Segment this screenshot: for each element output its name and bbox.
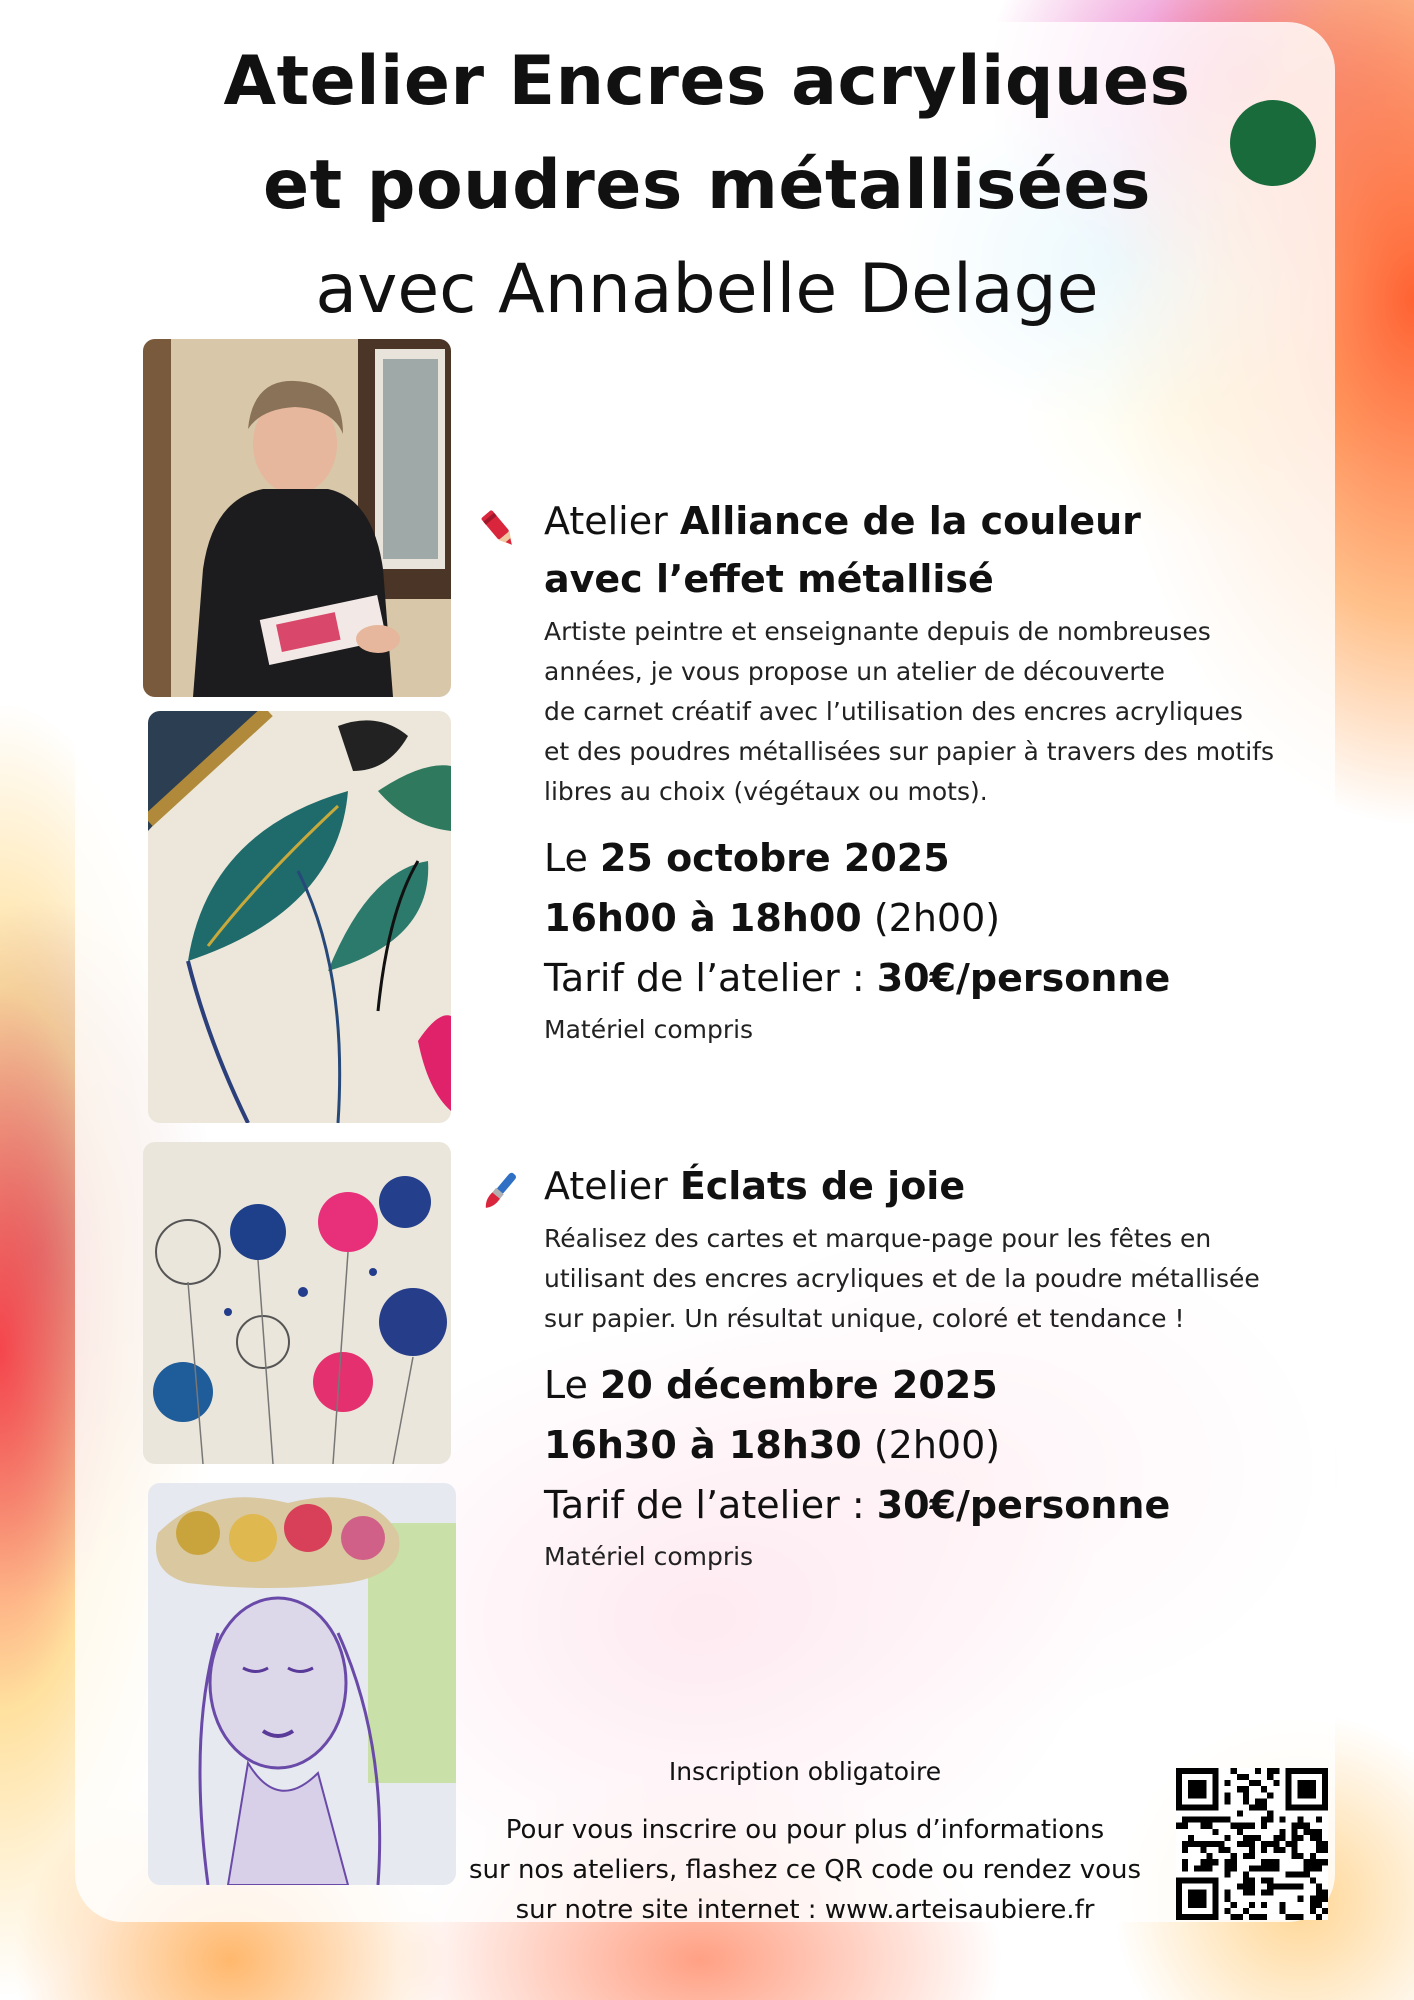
workshop-1-date xyxy=(544,828,1334,888)
contact-info-line: sur nos ateliers, flashez ce QR code ou rendez vous xyxy=(468,1855,1142,1885)
contact-info-line: Pour vous inscrire ou pour plus d’informations xyxy=(505,1815,1105,1845)
workshop-2-description-line: Réalisez des cartes et marque-page pour les fêtes en xyxy=(544,1224,1212,1253)
date-prefix: Le xyxy=(544,1363,600,1407)
red-crayon-icon xyxy=(476,502,524,550)
workshop-1-prefix: Atelier xyxy=(544,499,680,543)
contact-info-line[interactable]: sur notre site internet : www.arteisaubiere.fr xyxy=(515,1895,1095,1925)
time-value: 16h30 à 18h30 xyxy=(544,1423,862,1467)
date-value: 20 décembre 2025 xyxy=(599,1363,998,1407)
duration-value: (2h00) xyxy=(861,1423,1001,1467)
price-value: 30€/personne xyxy=(876,956,1171,1000)
workshop-2-description-line: utilisant des encres acryliques et de la poudre métallisée xyxy=(544,1264,1260,1293)
workshop-2-price xyxy=(544,1475,1334,1535)
workshop-1-description-line: de carnet créatif avec l’utilisation des encres acryliques xyxy=(544,697,1243,726)
workshop-2-date xyxy=(544,1355,1334,1415)
workshop-2-description xyxy=(544,1219,1334,1339)
green-dot-decoration xyxy=(1230,100,1316,186)
workshop-1-price xyxy=(544,948,1334,1008)
workshop-2-description-line: sur papier. Un résultat unique, coloré et tendance ! xyxy=(544,1304,1185,1333)
duration-value: (2h00) xyxy=(861,896,1001,940)
workshop-2-materiel: Matériel compris xyxy=(544,1542,754,1571)
workshop-2-name: Éclats de joie xyxy=(679,1164,966,1208)
workshop-1-description-line: Artiste peintre et enseignante depuis de nombreuses xyxy=(544,617,1211,646)
workshop-1-description xyxy=(544,612,1334,812)
workshop-2-title xyxy=(544,1157,1334,1215)
flowers-painting-photo xyxy=(143,1142,451,1464)
inscription-notice: Inscription obligatoire xyxy=(668,1757,942,1786)
qr-code[interactable] xyxy=(1176,1768,1328,1920)
workshop-1-materiel: Matériel compris xyxy=(544,1015,754,1044)
workshop-2-prefix: Atelier xyxy=(544,1164,680,1208)
date-value: 25 octobre 2025 xyxy=(599,836,950,880)
title-line-2: et poudres métallisées xyxy=(262,146,1152,225)
workshop-2 xyxy=(544,1157,1334,1577)
price-value: 30€/personne xyxy=(876,1483,1171,1527)
date-prefix: Le xyxy=(544,836,600,880)
contact-info xyxy=(440,1810,1170,1930)
workshop-2-time xyxy=(544,1415,1334,1475)
price-label: Tarif de l’atelier : xyxy=(544,956,877,1000)
workshop-1-description-line: libres au choix (végétaux ou mots). xyxy=(544,777,988,806)
title-line-3: avec Annabelle Delage xyxy=(315,250,1099,329)
title-line-1: Atelier Encres acryliques xyxy=(223,42,1191,121)
price-label: Tarif de l’atelier : xyxy=(544,1483,877,1527)
time-value: 16h00 à 18h00 xyxy=(544,896,862,940)
leaves-painting-photo xyxy=(148,711,451,1123)
face-drawing-photo xyxy=(148,1483,456,1885)
artist-photo xyxy=(143,339,451,697)
qr-code-image[interactable] xyxy=(1176,1768,1328,1920)
workshop-1-title xyxy=(544,492,1334,608)
workshop-1-time xyxy=(544,888,1334,948)
workshop-1-name-line-2: avec l’effet métallisé xyxy=(544,557,994,601)
workshop-1-name-line-1: Alliance de la couleur xyxy=(679,499,1141,543)
workshop-1-description-line: et des poudres métallisées sur papier à travers des motifs xyxy=(544,737,1275,766)
paintbrush-icon xyxy=(476,1167,524,1215)
workshop-1-description-line: années, je vous propose un atelier de découverte xyxy=(544,657,1165,686)
workshop-1 xyxy=(544,492,1334,1050)
poster-title xyxy=(0,30,1414,342)
